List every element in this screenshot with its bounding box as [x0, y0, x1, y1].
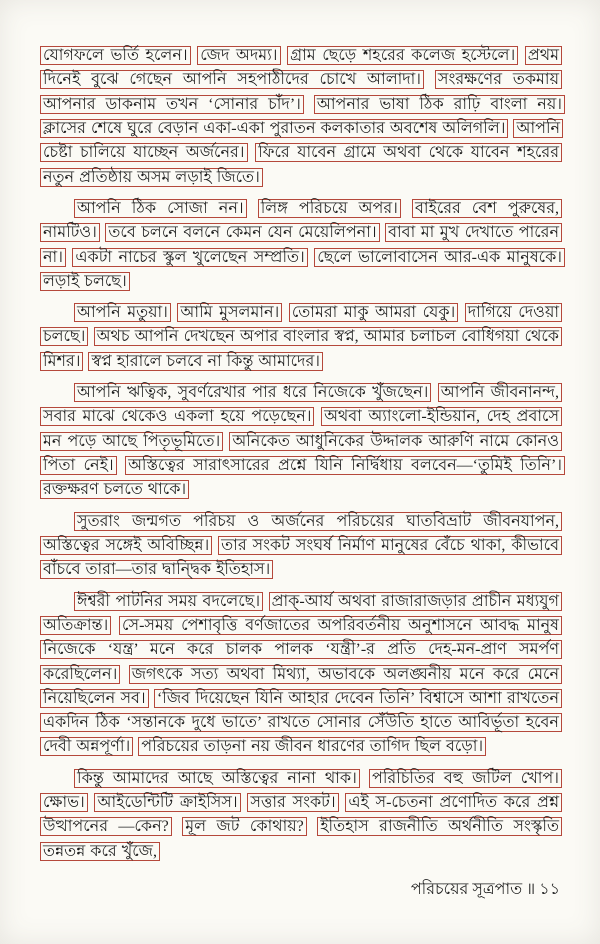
paragraph	[40, 510, 562, 583]
ocr-text-box: প্রথম দিনেই বুঝে গেছেন আপনি সহপাঠীদের চোখে আলাদা।	[40, 46, 562, 89]
ocr-text-box: লিঙ্গ পরিচয়ে অপর।	[258, 199, 401, 218]
paragraph	[40, 197, 562, 294]
ocr-text-box: আপনি জীবনানন্দ, সবার মাঝে থেকেও একলা হয়ে পড়েছেন।	[40, 383, 562, 426]
ocr-text-box: সত্তার সংকট।	[247, 793, 338, 812]
ocr-text-box: এই স-চেতনা প্রণোদিত করে প্রশ্ন উত্থাপনের —কেন?	[40, 793, 562, 836]
paragraph	[40, 767, 562, 864]
ocr-text-box: অথবা অ্যাংলো-ইন্ডিয়ান, দেহ প্রবাসে মন পড়ে আছে পিতৃভূমিতে।	[40, 407, 562, 450]
paragraph	[40, 44, 562, 190]
ocr-text-box: পরিচিতির বহু জটিল খোপ।	[369, 769, 562, 788]
ocr-text-box: আপনার ভাষা ঠিক রাঢ়ি বাংলা নয়।	[314, 95, 565, 114]
ocr-text-box: লড়াই চলছে।	[40, 272, 130, 291]
ocr-text-box: অথচ আপনি দেখছেন অপার বাংলার স্বপ্ন, আমার চলাচল বোধিগয়া থেকে মিশর।	[40, 327, 562, 370]
ocr-text-box: ক্লাসের শেষে ঘুরে বেড়ান একা-একা পুরাতন কলকাতার অবশেষ অলিগলি।	[40, 119, 508, 138]
ocr-text-box: বাইরের বেশ পুরুষের, নামটিও।	[40, 199, 562, 242]
ocr-text-box: ক্ষোভ।	[40, 793, 88, 812]
ocr-text-box: ‘জিব দিয়েছেন যিনি আহার দেবেন তিনি’ বিশ্বাসে আশা রাখতেন একদিন ঠিক ‘সন্তানকে দুধে ভাতে’ রাখতে সোনার সেঁউতি হাতে আবির্ভূতা হবেন দেবী অন্নপূর্ণা।	[40, 689, 562, 757]
ocr-text-box: আপনি ঠিক সোজা নন।	[74, 199, 247, 218]
ocr-text-box: দাগিয়ে দেওয়া চলছে।	[40, 303, 562, 346]
paragraph	[40, 301, 562, 374]
ocr-text-box: ফিরে যাবেন গ্রামে অথবা থেকে যাবেন শহরের নতুন প্রতিষ্ঠায় অসম লড়াই জিতে।	[40, 143, 562, 186]
ocr-text-box: কিন্তু আমাদের আছে অস্তিত্বের নানা থাক।	[74, 769, 360, 788]
ocr-text-box: সুতরাং জন্মগত পরিচয় ও অর্জনের পরিচয়ের ঘাতবিভ্রাট জীবনযাপন, অস্তিত্বের সঙ্গেই অবিচ্ছিন্ন।	[40, 512, 562, 555]
ocr-text-box: ঈশ্বরী পাটনির সময় বদলেছে।	[74, 592, 263, 611]
ocr-text-box: সংরক্ষণের তকমায় আপনার ডাকনাম তখন ‘সোনার চাঁদ’।	[40, 70, 562, 113]
paragraph	[40, 381, 562, 503]
ocr-text-box: বাবা মা মুখ দেখাতে পারেন না।	[40, 223, 562, 266]
ocr-text-box: মূল জট কোথায়?	[182, 817, 307, 836]
ocr-text-box: আইডেন্টিটি ক্রাইসিস।	[94, 793, 240, 812]
ocr-text-box: তবে চলনে বলনে কেমন যেন মেয়েলিপনা।	[105, 223, 379, 242]
page-footer: পরিচয়ের সূত্রপাত ॥ ১১	[410, 881, 560, 898]
ocr-text-box: আপনি চেষ্টা চালিয়ে যাচ্ছেন অর্জনের।	[40, 119, 563, 162]
ocr-text-box: একটা নাচের স্কুল খুলেছেন সম্প্রতি।	[72, 248, 307, 267]
ocr-text-box: অস্তিত্বের সারাৎসারের প্রশ্নে যিনি নির্দ্বিধায় বলবেন—‘তুমিই তিনি’।	[125, 456, 565, 475]
ocr-text-box: প্রাক্-আর্য অথবা রাজারাজড়ার প্রাচীন মধ্যযুগ অতিক্রান্ত।	[40, 592, 562, 635]
ocr-text-box: তার সংকট সংঘর্ষ নির্মাণ মানুষের বেঁচে থাকা, কীভাবে বাঁচবে তারা—তার দ্বান্দ্বিক ইতিহাস।	[40, 536, 562, 579]
ocr-text-box: অনিকেত আধুনিকের উদ্দালক আরুণি নামে কোনও পিতা নেই।	[40, 432, 562, 475]
ocr-text-box: তোমরা মাকু আমরা যেকু।	[289, 303, 458, 322]
ocr-text-box: যোগফলে ভর্তি হলেন।	[40, 46, 191, 65]
paragraph	[40, 590, 562, 760]
ocr-text-box: রক্তক্ষরণ চলতে থাকে।	[40, 480, 189, 499]
ocr-text-box: আমি মুসলমান।	[177, 303, 282, 322]
ocr-text-box: আপনি ঋত্বিক, সুবর্ণরেখার পার ধরে নিজেকে খুঁজছেন।	[74, 383, 431, 402]
ocr-text-box: জেদ অদম্য।	[197, 46, 280, 65]
ocr-text-box: পরিচয়ের তাড়না নয় জীবন ধারণের তাগিদ ছিল বড়ো।	[138, 737, 486, 756]
ocr-text-box: ইতিহাস রাজনীতি অর্থনীতি সংস্কৃতি তন্নতন্ন করে খুঁজে,	[40, 817, 562, 860]
ocr-text-box: স্বপ্ন হারালে চলবে না কিন্তু আমাদের।	[88, 352, 323, 371]
ocr-text-box: গ্রাম ছেড়ে শহরের কলেজ হস্টেলে।	[287, 46, 518, 65]
ocr-text-box: আপনি মতুয়া।	[74, 303, 171, 322]
ocr-text-box: ছেলে ভালোবাসেন আর-এক মানুষকে।	[314, 248, 565, 267]
ocr-text-box: জগৎকে সত্য অথবা মিথ্যা, অভাবকে অলঙ্ঘনীয় মনে করে মেনে নিয়েছিলেন সব।	[40, 665, 562, 708]
ocr-text-box: সে-সময় পেশাবৃত্তি বর্ণজাতের অপরিবর্তনীয় অনুশাসনে আবদ্ধ মানুষ নিজেকে ‘যন্ত্র’ মনে করে চালক পালক ‘যন্ত্রী’-র প্রতি দেহ-মন-প্রাণ সমর্পণ করেছিলেন।	[40, 616, 562, 684]
